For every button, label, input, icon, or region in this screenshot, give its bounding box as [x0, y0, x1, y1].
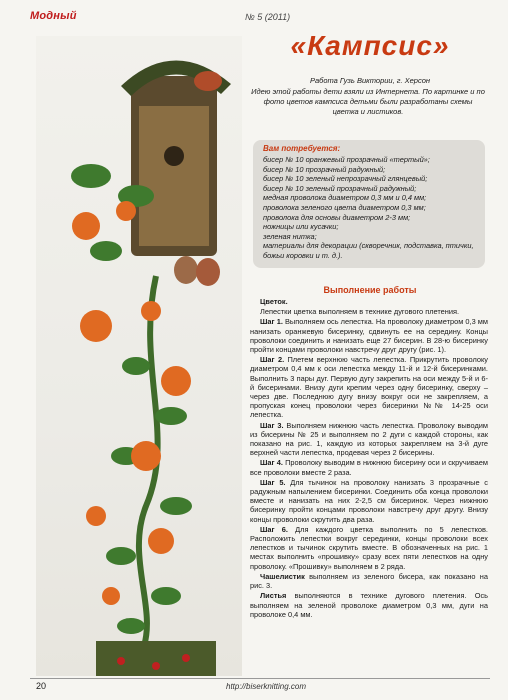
materials-item: проволока для основы диаметром 2-3 мм;	[263, 212, 411, 222]
beaded-campsis-photo	[36, 36, 242, 676]
materials-item: материалы для декорации (скворечник, подставка, птички, божьи коровки и т. д.).	[263, 241, 474, 260]
section-title: Выполнение работы	[323, 285, 417, 295]
step-label: Шаг 2.	[260, 355, 285, 365]
step-label: Шаг 5.	[260, 477, 286, 487]
paragraph: Лепестки цветка выполняем в технике дугового плетения.	[260, 307, 460, 317]
step-label: Шаг 3.	[260, 420, 284, 430]
step-text: выполняем из зеленого бисера, как показано на рис. 3.	[250, 571, 489, 591]
step-text: Для каждого цветка выполнить по 5 лепестков. Расположить лепестки вокруг серединки, концы проволоки всех лепестков и тычинок скрутить вместе. В обозначенных на рис. 1 местах выполнить «прошивку» сразу всех пяти лепестков на одну проволоку. «Прошивку» выполняем в 2 ряда.	[250, 524, 488, 571]
step-text: Проволоку выводим в нижнюю бисерину оси и скручиваем все проволоки вместе 2 раза.	[250, 458, 488, 477]
materials-item: бисер № 10 прозрачный радужный;	[263, 164, 386, 174]
page-header	[0, 0, 508, 26]
materials-title: Вам потребуется:	[263, 144, 341, 153]
page-number: 20	[36, 681, 47, 691]
materials-item: медная проволока диаметром 0,3 мм и 0,4 мм;	[263, 193, 427, 203]
step-text: выполняются в технике дугового плетения. Ось выполняем на зеленой проволоке диаметром 0,3 мм, дуги на проволоке 0,4 мм.	[250, 591, 488, 619]
article-title: «Кампсис»	[290, 30, 450, 61]
materials-item: ножницы или кусачки;	[263, 222, 339, 232]
step-paragraph	[250, 478, 488, 524]
article-author: Работа Гузь Виктории, г. Херсон	[309, 76, 431, 85]
step-label: Шаг 6.	[260, 524, 288, 534]
step-label: Листья	[260, 591, 287, 601]
bird-left	[174, 256, 198, 284]
campsis-illustration	[36, 36, 242, 676]
step-paragraph	[250, 421, 488, 458]
step-paragraph	[250, 525, 488, 571]
magazine-logo: Модный	[30, 10, 77, 22]
step-paragraph	[250, 355, 488, 419]
step-label: Чашелистик	[260, 571, 305, 581]
step-paragraph	[250, 317, 488, 354]
materials-item: бисер № 10 оранжевый прозрачный «тертый»;	[263, 155, 430, 164]
pot-base	[96, 641, 216, 676]
materials-item: бисер № 10 зеленый непрозрачный глянцевый;	[263, 174, 428, 184]
bird-top	[194, 71, 222, 91]
materials-box	[253, 140, 485, 268]
step-text: Выполняем нижнюю часть лепестка. Проволоку выводим из бисерины № 25 и выполняем по 2 дуги с каждой стороны, как показано на рис. 1, каждую из которых закрепляем на 3-й дуге верхней части лепестка, продевая через 2 бисерины.	[250, 420, 488, 458]
footer-url: http://biserknitting.com	[226, 682, 307, 691]
flower-heading: Цветок.	[260, 297, 288, 306]
step-label: Шаг 4.	[260, 458, 283, 468]
materials-item: бисер № 10 зеленый прозрачный радужный;	[263, 183, 417, 193]
step-text: Для тычинок на проволоку нанизать 3 прозрачные с радужным напылением бисеринки. Соединить оба конца проволоки вместе и нанизать на них 2-2,5 см бисеринок. Через нижнюю бисеринку пройти концами проволоки навстречу друг другу. Внизу концы проволоки скрутить два раза.	[250, 477, 488, 524]
issue-number: № 5 (2011)	[245, 12, 291, 22]
article-body	[250, 297, 488, 620]
step-paragraph	[250, 458, 488, 476]
materials-item: зеленая нитка;	[263, 231, 317, 241]
step-text: Выполняем ось лепестка. На проволоку диаметром 0,3 мм нанизать оранжевую бисеринку, сдвинуть ее на середину. Концы проволоки соединить и нанизать еще 27 бисерин. В 28-ю бисеринку пройти концами проволоки навстречу друг другу (рис. 1).	[250, 317, 488, 355]
materials-list	[263, 155, 479, 261]
birdhouse-hole	[164, 146, 184, 166]
step-paragraph	[250, 591, 488, 619]
materials-item: проволока зеленого цвета диаметром 0,3 мм;	[263, 202, 426, 212]
birdhouse-panel	[139, 106, 209, 246]
footer-rule	[30, 678, 490, 679]
flowers	[72, 201, 191, 605]
step-paragraph	[250, 572, 488, 590]
article-intro: Идею этой работы дети взяли из Интернета. По картинке и по фото цветов кампсиса детьми были разработаны схемы цветка и листиков.	[251, 87, 485, 116]
bird-right	[196, 258, 220, 286]
step-text: Плетем верхнюю часть лепестка. Прикрутить проволоку диаметром 0,4 мм к оси лепестка между 11-й и 12-й бисеринками. Выполнить 3 пары дуг. Первую дугу закрепить на оси между 5-й и 6-й бисеринами. Внизу дуги крепим через одну бисеринку, сверху – через две. Последнюю дугу внизу вокруг оси не закрепляем, а пропуская конец проволоки через бисеринки №№ 14-25 оси лепестка.	[250, 355, 488, 420]
step-label: Шаг 1.	[260, 317, 283, 327]
